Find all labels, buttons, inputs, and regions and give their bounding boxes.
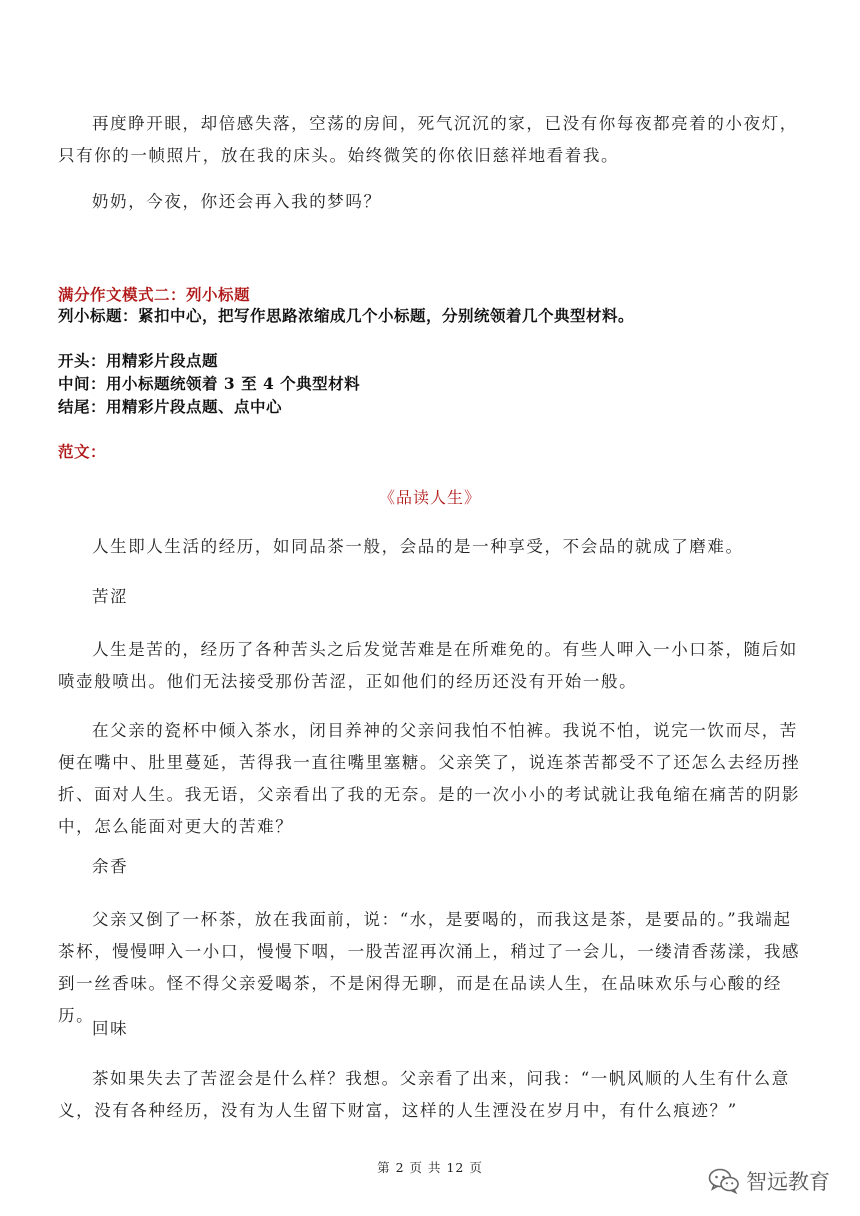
essay-title: 《品读人生》 — [378, 488, 481, 507]
watermark-text: 智远教育 — [746, 1170, 830, 1194]
section-1-paragraph-1: 人生是苦的，经历了各种苦头之后发觉苦难是在所难免的。有些人呷入一小口茶，随后如喷壶般喷出。他们无法接受那份苦涩，正如他们的经历还没有开始一般。 — [58, 640, 798, 691]
mode-opening: 开头：用精彩片段点题 — [58, 351, 219, 370]
mode-ending: 结尾：用精彩片段点题、点中心 — [58, 397, 283, 416]
watermark — [708, 1166, 830, 1196]
mode-heading: 满分作文模式二：列小标题 — [58, 285, 251, 304]
subtitle-2: 余香 — [92, 857, 129, 876]
essay-intro: 人生即人生活的经历，如同品茶一般，会品的是一种享受，不会品的就成了磨难。 — [92, 537, 744, 556]
subtitle-1: 苦涩 — [92, 587, 129, 606]
section-3-paragraph-1: 茶如果失去了苦涩会是什么样？我想。父亲看了出来，问我：“一帆风顺的人生有什么意义，没有各种经历，没有为人生留下财富，这样的人生湮没在岁月中，有什么痕迹？” — [58, 1069, 790, 1120]
example-label: 范文： — [58, 442, 107, 461]
story-paragraph-2: 奶奶，今夜，你还会再入我的梦吗？ — [92, 192, 382, 211]
story-paragraph-1: 再度睁开眼，却倍感失落，空荡的房间，死气沉沉的家，已没有你每夜都亮着的小夜灯，只有你的一帧照片，放在我的床头。始终微笑的你依旧慈祥地看着我。 — [58, 114, 798, 165]
page-number: 第 2 页 共 12 页 — [377, 1160, 483, 1175]
section-1-paragraph-2: 在父亲的瓷杯中倾入茶水，闭目养神的父亲问我怕不怕裤。我说不怕，说完一饮而尽，苦便在嘴中、肚里蔓延，苦得我一直往嘴里塞糖。父亲笑了，说连茶苦都受不了还怎么去经历挫折、面对人生。我无语，父亲看出了我的无奈。是的一次小小的考试就让我龟缩在痛苦的阴影中，怎么能面对更大的苦难？ — [58, 721, 801, 836]
wechat-icon — [708, 1168, 740, 1194]
mode-middle: 中间：用小标题统领着 3 至 4 个典型材料 — [58, 374, 361, 393]
subtitle-3: 回味 — [92, 1019, 129, 1038]
mode-definition: 列小标题：紧扣中心，把写作思路浓缩成几个小标题，分别统领着几个典型材料。 — [58, 306, 635, 325]
section-2-paragraph-1: 父亲又倒了一杯茶，放在我面前，说：“水，是要喝的，而我这是茶，是要品的。”我端起茶杯，慢慢呷入一小口，慢慢下咽，一股苦涩再次涌上，稍过了一会儿，一缕清香荡漾，我感到一丝香味。怪不得父亲爱喝茶，不是闲得无聊，而是在品读人生，在品味欢乐与心酸的经历。 — [58, 910, 801, 1025]
